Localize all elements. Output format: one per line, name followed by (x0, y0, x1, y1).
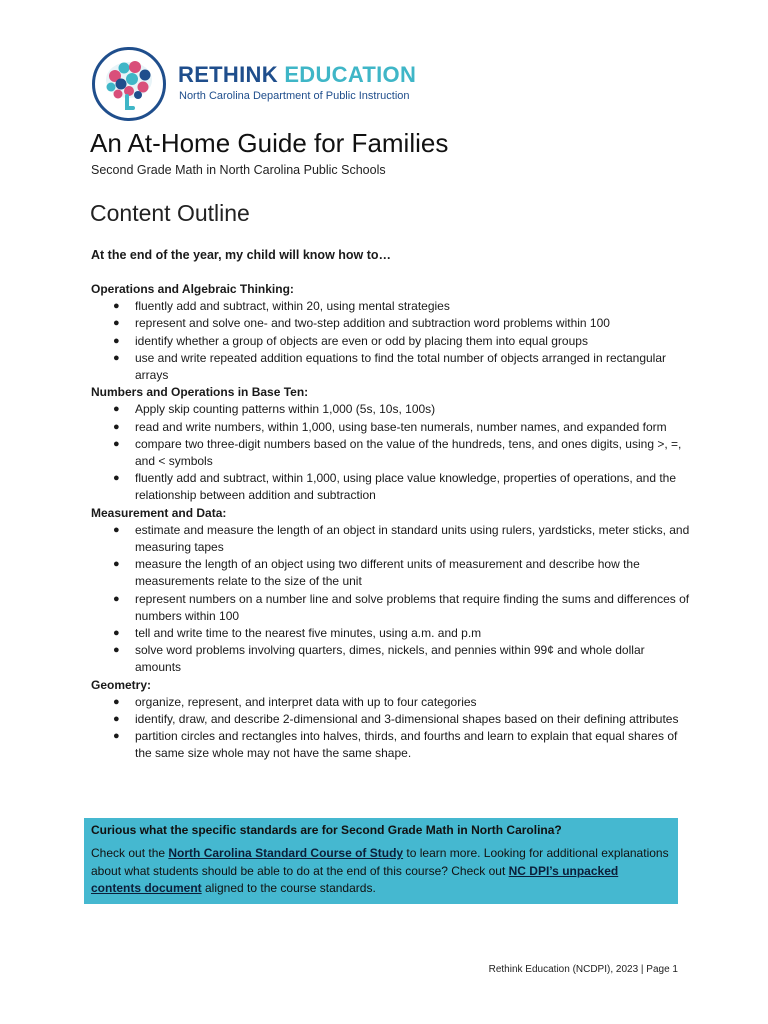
page-title: An At-Home Guide for Families (90, 128, 449, 158)
list-item-text: partition circles and rectangles into halves, thirds, and fourths and learn to explain that equal shares of the same size whole may not have the same shape. (135, 729, 678, 761)
list-item-text: fluently add and subtract, within 20, using mental strategies (135, 299, 450, 314)
category-heading: Operations and Algebraic Thinking: (91, 282, 294, 296)
callout-body (91, 845, 671, 898)
list-item (91, 728, 691, 762)
list-item-text: tell and write time to the nearest five minutes, using a.m. and p.m (135, 626, 482, 641)
brand-name (178, 62, 416, 88)
list-item (91, 556, 691, 590)
bullet-icon: ● (113, 300, 120, 313)
category-heading: Geometry: (91, 677, 152, 692)
intro-statement: At the end of the year, my child will know how to… (91, 248, 392, 262)
unpacked-contents-link[interactable]: NC DPI’s unpacked contents document (91, 863, 619, 895)
brand-word-education: EDUCATION (284, 62, 417, 87)
bullet-icon: ● (113, 713, 120, 726)
list-item-text: identify whether a group of objects are even or odd by placing them into equal groups (135, 333, 588, 348)
callout-text: aligned to the course standards. (201, 881, 376, 895)
bullet-icon: ● (113, 730, 120, 743)
list-item-text: represent and solve one- and two-step addition and subtraction word problems within 100 (135, 316, 610, 331)
list-item (91, 711, 691, 728)
bullet-icon: ● (113, 592, 120, 605)
bullet-icon: ● (113, 695, 120, 708)
list-item (91, 419, 691, 436)
rethink-education-logo (91, 46, 167, 122)
callout-text: Check out the (91, 846, 169, 860)
category-items (91, 298, 691, 384)
list-item (91, 625, 691, 642)
bullet-icon: ● (113, 334, 120, 347)
page-footer: Rethink Education (NCDPI), 2023 | Page 1 (488, 964, 678, 975)
list-item-text: measure the length of an object using two different units of measurement and describe how the measurements relate to the size of the unit (135, 557, 640, 589)
list-item-text: fluently add and subtract, within 1,000, using place value knowledge, properties of operations, and the relationship between addition and subtraction (135, 471, 677, 503)
bullet-icon: ● (113, 437, 120, 450)
callout-text: to learn more. Looking for additional explanations about what students should be able to do at the end of this course? Check out (91, 846, 669, 878)
bullet-icon: ● (113, 627, 120, 640)
brand-subtitle: North Carolina Department of Public Instruction (179, 90, 410, 102)
category-items (91, 694, 691, 763)
list-item-text: solve word problems involving quarters, dimes, nickels, and pennies within 99¢ and whole dollar amounts (135, 643, 645, 675)
standard-course-of-study-link[interactable]: North Carolina Standard Course of Study (168, 846, 404, 860)
list-item-text: compare two three-digit numbers based on the value of the hundreds, tens, and ones digits, using >, =, and < symbols (135, 436, 682, 469)
page-subtitle: Second Grade Math in North Carolina Public Schools (91, 163, 386, 177)
list-item-text: estimate and measure the length of an object in standard units using rulers, yardsticks, meter sticks, and measuring tapes (135, 522, 690, 555)
list-item (91, 298, 691, 315)
list-item-text: use and write repeated addition equations to find the total number of objects arranged in rectangular arrays (135, 350, 667, 383)
content-outline (91, 281, 691, 763)
bullet-icon: ● (113, 558, 120, 571)
list-item (91, 315, 691, 332)
list-item (91, 522, 691, 556)
list-item (91, 350, 691, 384)
bullet-icon: ● (113, 403, 120, 416)
list-item (91, 470, 691, 504)
list-item-text: Apply skip counting patterns within 1,000 (5s, 10s, 100s) (135, 402, 436, 417)
list-item (91, 401, 691, 418)
list-item (91, 591, 691, 625)
category-heading: Measurement and Data: (91, 505, 227, 520)
bullet-icon: ● (113, 472, 120, 485)
bullet-icon: ● (113, 420, 120, 433)
brand-word-rethink: RETHINK (178, 62, 278, 87)
standards-callout (84, 818, 678, 904)
list-item-text: organize, represent, and interpret data with up to four categories (135, 694, 477, 709)
bullet-icon: ● (113, 317, 120, 330)
list-item-text: read and write numbers, within 1,000, using base-ten numerals, number names, and expanded form (135, 419, 667, 434)
section-heading: Content Outline (90, 200, 250, 226)
list-item (91, 333, 691, 350)
category-items (91, 401, 691, 504)
brain-icon (91, 46, 167, 122)
list-item-text: represent numbers on a number line and solve problems that require finding the sums and differences of numbers within 100 (135, 591, 690, 623)
list-item (91, 694, 691, 711)
callout-question: Curious what the specific standards are for Second Grade Math in North Carolina? (91, 823, 562, 837)
list-item (91, 436, 691, 470)
category-items (91, 522, 691, 677)
list-item (91, 642, 691, 676)
bullet-icon: ● (113, 351, 120, 364)
bullet-icon: ● (113, 523, 120, 536)
list-item-text: identify, draw, and describe 2-dimensional and 3-dimensional shapes based on their defining attributes (135, 712, 679, 727)
category-heading: Numbers and Operations in Base Ten: (91, 385, 309, 400)
bullet-icon: ● (113, 644, 120, 657)
